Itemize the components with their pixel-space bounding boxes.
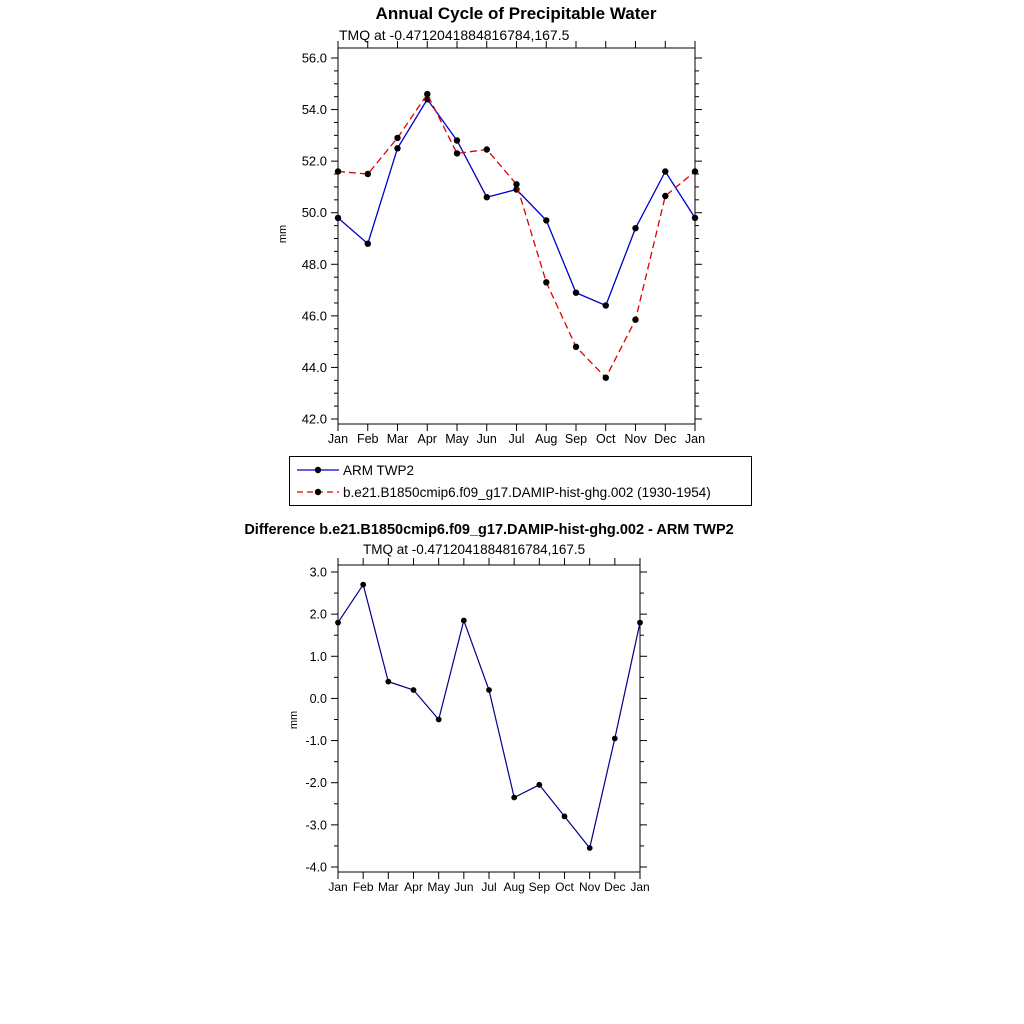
chart1-y-axis-label: mm [277, 224, 290, 244]
svg-text:May: May [445, 432, 469, 446]
chart1-title: Annual Cycle of Precipitable Water [375, 4, 657, 23]
svg-text:50.0: 50.0 [301, 205, 327, 221]
svg-text:2.0: 2.0 [309, 607, 327, 622]
svg-text:Sep: Sep [528, 880, 551, 894]
svg-text:Nov: Nov [578, 880, 601, 894]
chart2-plot [280, 558, 700, 903]
svg-text:Aug: Aug [503, 880, 525, 894]
svg-text:Jul: Jul [481, 880, 497, 894]
svg-text:46.0: 46.0 [301, 308, 327, 324]
svg-text:56.0: 56.0 [301, 50, 327, 66]
svg-text:52.0: 52.0 [301, 153, 327, 169]
chart2-y-axis-label: mm [288, 710, 301, 730]
svg-text:Jan: Jan [630, 880, 650, 894]
svg-text:Jan: Jan [327, 432, 349, 446]
svg-text:Feb: Feb [356, 432, 379, 446]
chart2-subtitle: TMQ at -0.4712041884816784,167.5 [363, 542, 586, 557]
svg-text:Dec: Dec [604, 880, 626, 894]
svg-text:Oct: Oct [555, 880, 574, 894]
legend-item-arm-twp2 [296, 459, 745, 481]
svg-text:-2.0: -2.0 [305, 776, 327, 791]
svg-text:Mar: Mar [386, 432, 409, 446]
chart-2-axes [305, 558, 649, 894]
svg-text:54.0: 54.0 [301, 102, 327, 118]
svg-text:Aug: Aug [535, 432, 558, 446]
chart2-title: Difference b.e21.B1850cmip6.f09_g17.DAMIP-hist-ghg.002 - ARM TWP2 [244, 522, 734, 538]
svg-text:Jun: Jun [454, 880, 474, 894]
series-difference [335, 582, 643, 851]
series-damip-hist-ghg [335, 91, 698, 381]
legend-line-sample-solid-blue [296, 464, 342, 476]
svg-text:-1.0: -1.0 [305, 734, 327, 749]
svg-text:Mar: Mar [377, 880, 399, 894]
svg-text:44.0: 44.0 [301, 359, 327, 375]
svg-text:Sep: Sep [564, 432, 588, 446]
svg-text:Apr: Apr [417, 432, 437, 446]
chart1-legend [289, 456, 752, 506]
svg-text:May: May [427, 880, 451, 894]
svg-text:1.0: 1.0 [309, 649, 327, 664]
legend-line-sample-dashed-red [296, 486, 342, 498]
svg-text:Jan: Jan [328, 880, 348, 894]
legend-label-arm-twp2: ARM TWP2 [343, 462, 415, 478]
chart1-plot [280, 40, 760, 455]
svg-text:48.0: 48.0 [301, 256, 327, 272]
chart1-subtitle: TMQ at -0.4712041884816784,167.5 [339, 27, 570, 43]
series-arm-twp2 [335, 96, 698, 309]
svg-text:42.0: 42.0 [301, 411, 327, 427]
svg-text:-3.0: -3.0 [305, 818, 327, 833]
legend-item-damip-hist-ghg [296, 481, 745, 503]
svg-text:0.0: 0.0 [309, 691, 327, 706]
svg-text:-4.0: -4.0 [305, 860, 327, 875]
svg-text:Jun: Jun [476, 432, 497, 446]
svg-text:Jul: Jul [508, 432, 525, 446]
svg-text:3.0: 3.0 [309, 565, 327, 580]
svg-text:Apr: Apr [404, 880, 423, 894]
svg-text:Feb: Feb [352, 880, 374, 894]
svg-text:Dec: Dec [654, 432, 677, 446]
svg-text:Oct: Oct [596, 432, 616, 446]
svg-text:Jan: Jan [684, 432, 706, 446]
svg-text:Nov: Nov [624, 432, 647, 446]
chart-1-axes [302, 41, 705, 446]
legend-label-damip-hist-ghg: b.e21.B1850cmip6.f09_g17.DAMIP-hist-ghg.002 (1930-1954) [343, 484, 711, 500]
